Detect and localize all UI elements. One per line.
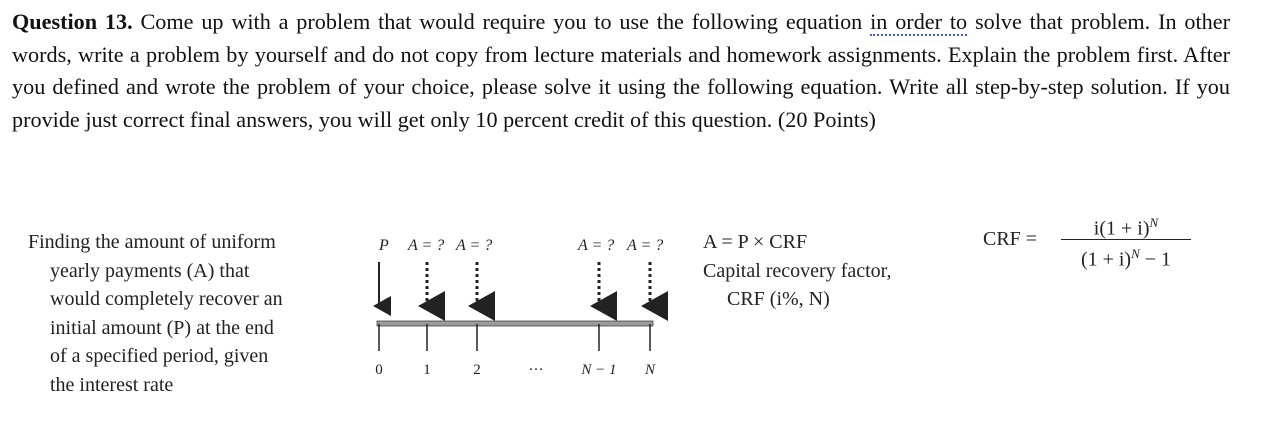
question-text-part-2: solve that problem. In other words, write a problem by yourself and do not copy from lecture materials and homework assignments. Explain the problem first. After you defined and wrote the problem of your choice, please solve it using the following equation. Write all step-by-step solution. If you provide just correct final answers, you will get only 10 percent credit of this question. (20 Points) (12, 9, 1230, 132)
crf-denominator: $(1 + i)^N - 1$ (1080, 246, 1172, 271)
dotted-underlined-phrase: in order to (870, 9, 968, 34)
ellipsis: ··· (528, 362, 544, 378)
question-label: Question 13. (12, 9, 133, 34)
timeline-bar (377, 321, 653, 326)
present-value-label: P (379, 237, 389, 254)
description-line: yearly payments (A) that (50, 259, 250, 282)
tick-label: 0 (375, 362, 383, 378)
payment-label: A = ? (578, 237, 615, 254)
tick-label: 1 (423, 362, 431, 378)
formula-line: Capital recovery factor, (703, 259, 892, 282)
tick-label: N (644, 362, 656, 378)
question-text (12, 6, 1230, 136)
payment-label: A = ? (408, 237, 445, 254)
capital-recovery-formula (703, 228, 892, 314)
crf-numerator: $i(1 + i)^N$ (1093, 215, 1159, 240)
cash-flow-diagram (360, 228, 690, 388)
payment-label: A = ? (456, 237, 493, 254)
tick-label: N − 1 (581, 362, 617, 378)
tick-label: 2 (473, 362, 481, 378)
description-line: the interest rate (50, 373, 174, 396)
payment-label: A = ? (627, 237, 664, 254)
description-line: of a specified period, given (50, 345, 269, 367)
description-line: would completely recover an (50, 288, 283, 310)
description-line: initial amount (P) at the end (50, 316, 274, 339)
problem-description (28, 228, 358, 399)
description-line: Finding the amount of uniform (28, 231, 276, 253)
crf-fraction (1061, 210, 1191, 271)
crf-lhs: CRF = (983, 228, 1038, 250)
formula-line: CRF (i%, N) (727, 288, 830, 310)
question-text-part-1: Come up with a problem that would require you to use the following equation (132, 9, 871, 34)
formula-line: A = P × CRF (703, 231, 808, 253)
